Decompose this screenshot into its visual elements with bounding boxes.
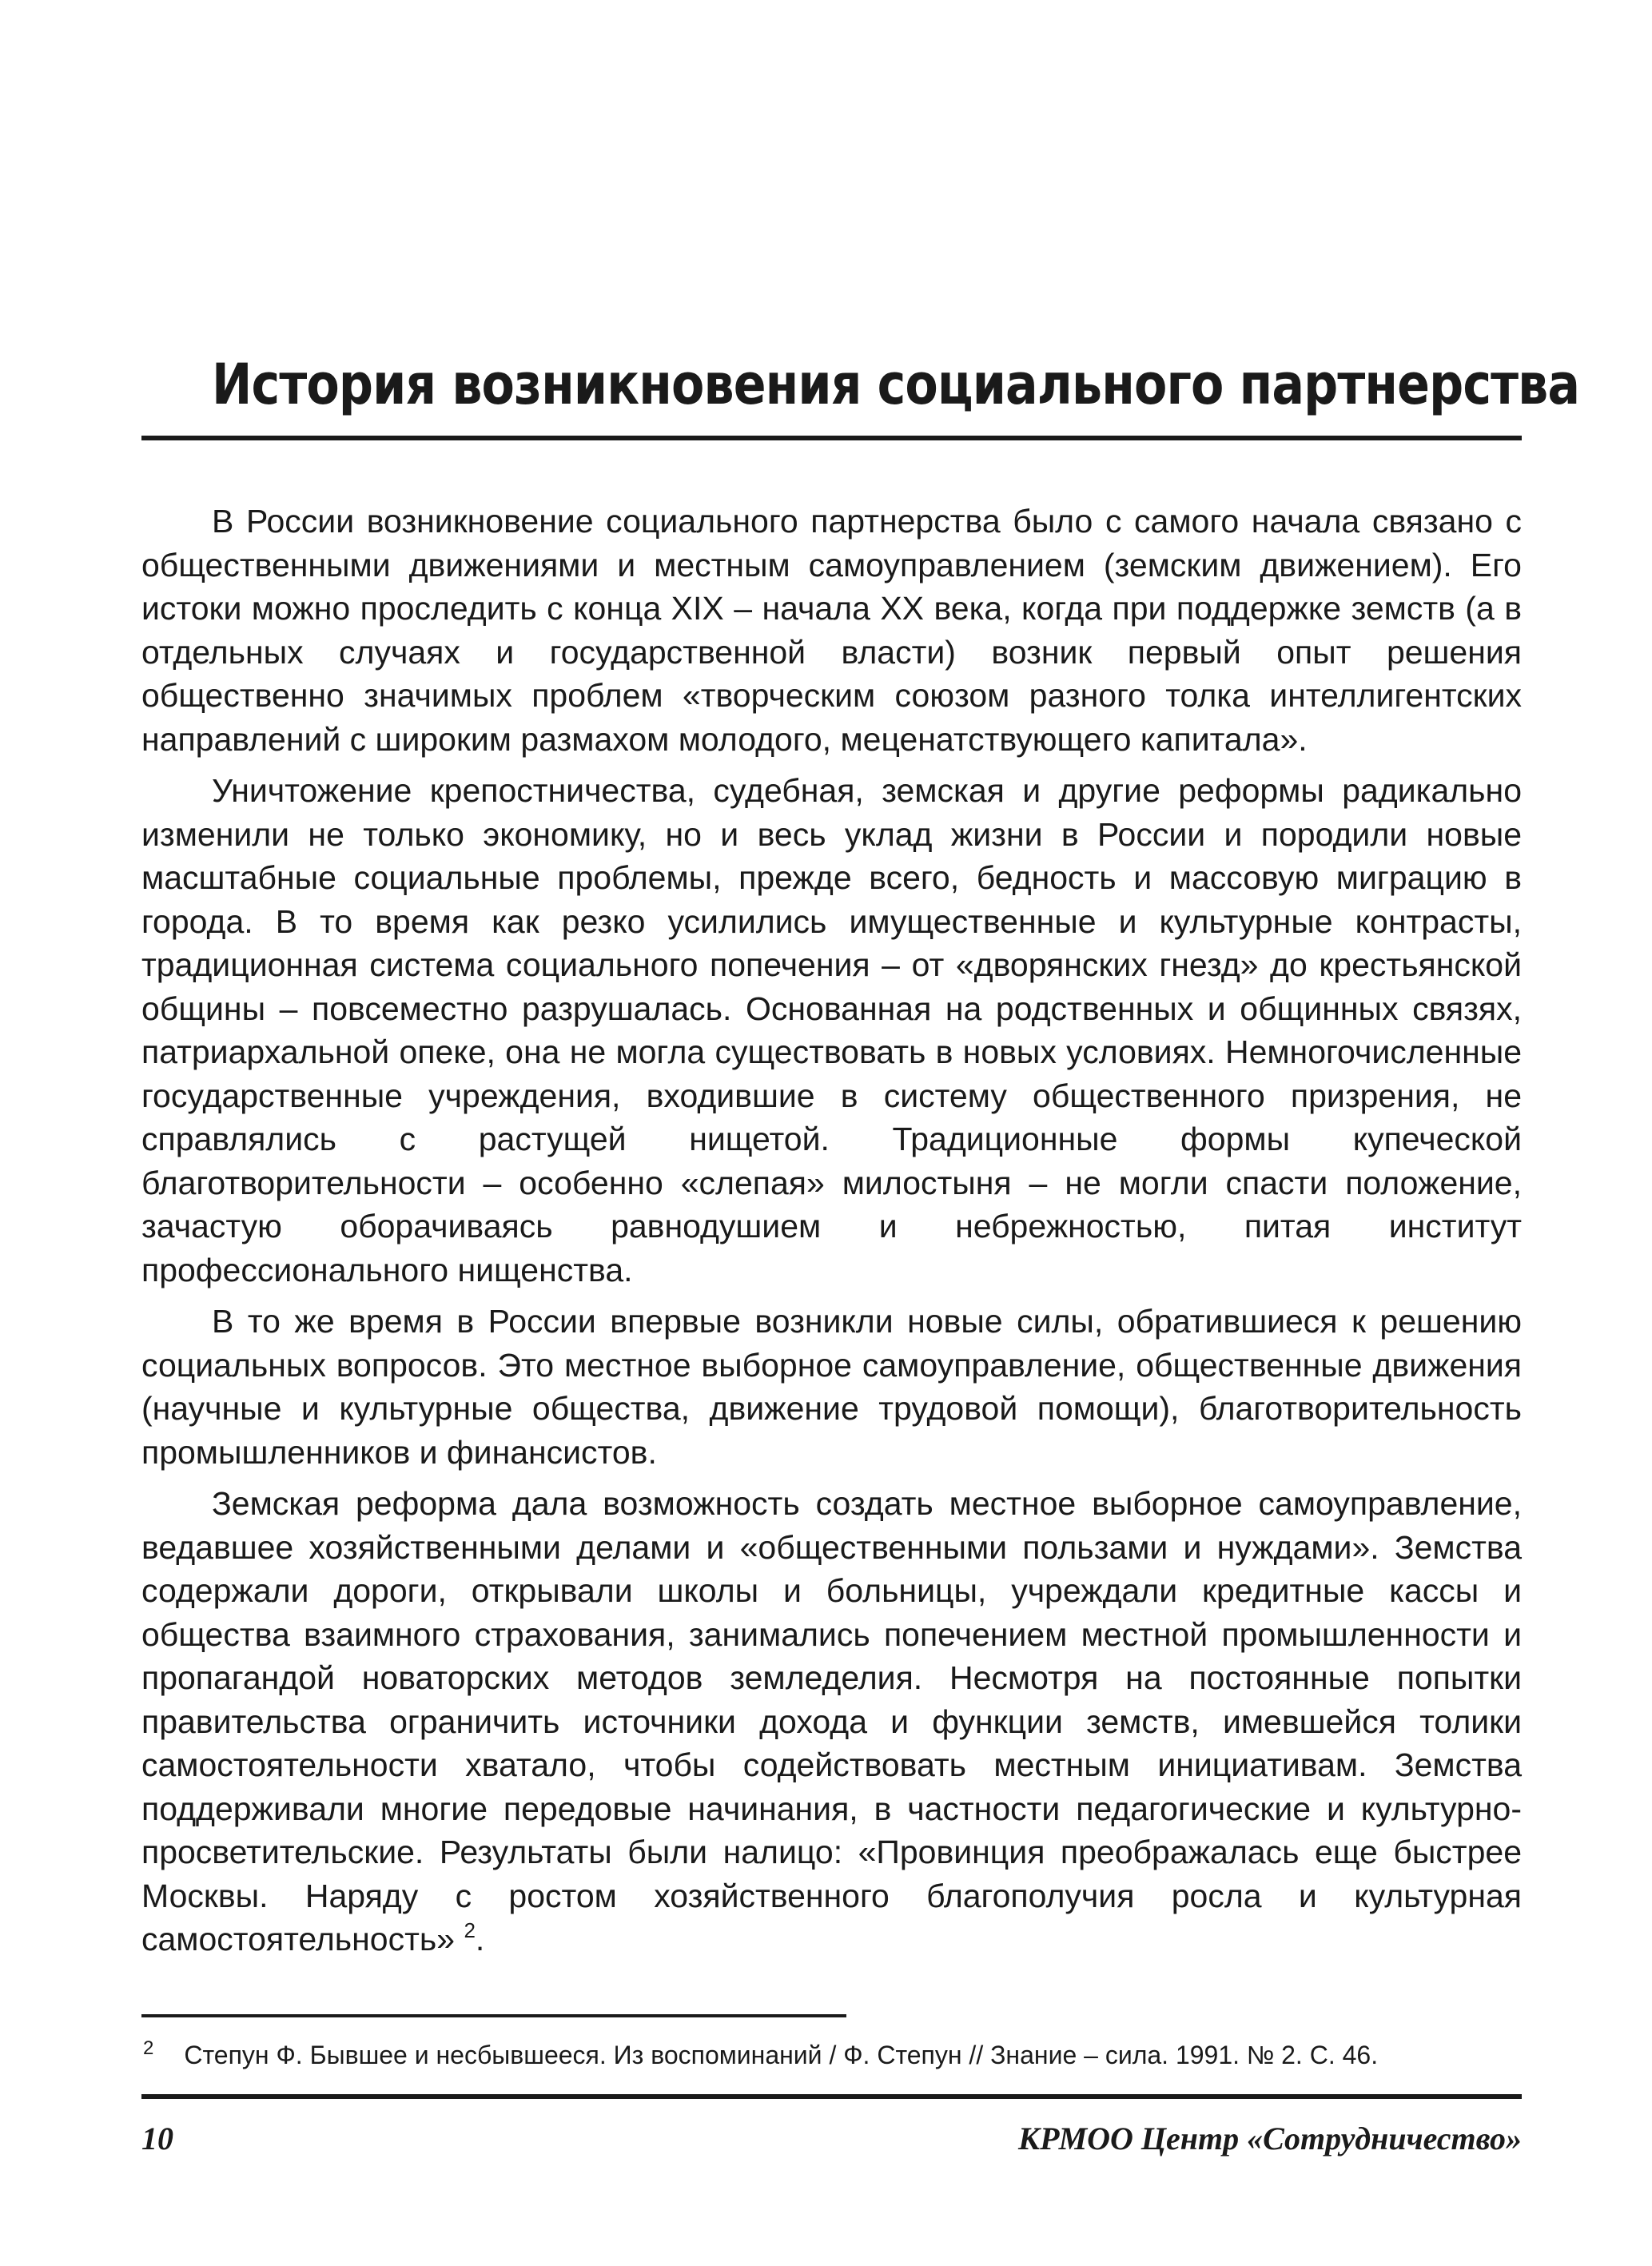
page-number: 10 — [141, 2121, 173, 2156]
paragraph-4 — [141, 1482, 1522, 1961]
paragraph-2: Уничтожение крепостничества, судебная, земская и другие реформы радикально изменили не только экономику, но и весь уклад жизни в России и породили новые масштабные социальные проблемы, прежде всего, бедность и массовую миграцию в города. В то время как резко усилились имущественные и культурные контрасты, традиционная система социального попечения – от «дворянских гнезд» до крестьянской общины – повсеместно разрушалась. Основанная на родственных и общинных связях, патриархальной опеке, она не могла существовать в новых условиях. Немногочисленные государственные учреждения, входившие в систему общественного призрения, не справлялись с растущей нищетой. Традиционные формы купеческой благотворительности – особенно «слепая» милостыня – не могли спасти положение, зачастую оборачиваясь равнодушием и небрежностью, питая институт профессионального нищенства. — [141, 772, 1522, 1288]
footnote — [141, 2033, 1522, 2071]
footnote-text: Степун Ф. Бывшее и несбывшееся. Из воспоминаний / Ф. Степун // Знание – сила. 1991. № 2. С. 46. — [184, 2041, 1379, 2069]
footnote-divider — [141, 2014, 846, 2017]
article-body — [141, 500, 1522, 1969]
title-underline — [141, 436, 1522, 440]
footer-divider — [141, 2094, 1522, 2099]
paragraph-4-text: Земская реформа дала возможность создать местное выборное самоуправление, ведавшее хозяйственными делами и «общественными пользами и нуждами». Земства содержали дороги, открывали школы и больницы, учреждали кредитные кассы и общества взаимного страхования, занимались попечением местной промышленности и пропагандой новаторских методов земледелия. Несмотря на постоянные попытки правительства ограничить источники дохода и функции земств, имевшейся толики самостоятельности хватало, чтобы содействовать местным инициативам. Земства поддерживали многие передовые начинания, в частности педагогические и культурно-просветительские. Результаты были налицо: «Провинция преображалась еще быстрее Москвы. Наряду с ростом хозяйственного благополучия росла и культурная самостоятельность» — [141, 1485, 1522, 1957]
paragraph-4-end: . — [475, 1921, 485, 1957]
paragraph-1: В России возникновение социального партнерства было с самого начала связано с общественными движениями и местным самоуправлением (земским движением). Его истоки можно проследить с конца XIX – начала XX века, когда при поддержке земств (а в отдельных случаях и государственной власти) возник первый опыт решения общественно значимых проблем «творческим союзом разного толка интеллигентских направлений с широким размахом молодого, меценатствующего капитала». — [141, 503, 1522, 758]
paragraph-3: В то же время в России впервые возникли новые силы, обратившиеся к решению социальных вопросов. Это местное выборное самоуправление, общественные движения (научные и культурные общества, движение трудовой помощи), благотворительность промышленников и финансистов. — [141, 1303, 1522, 1471]
footer-organization: КРМОО Центр «Сотрудничество» — [1018, 2121, 1522, 2156]
footnote-reference[interactable]: 2 — [464, 1918, 476, 1942]
page-title: История возникновения социального партнерства — [212, 352, 1580, 417]
footnote-number: 2 — [143, 2037, 154, 2059]
